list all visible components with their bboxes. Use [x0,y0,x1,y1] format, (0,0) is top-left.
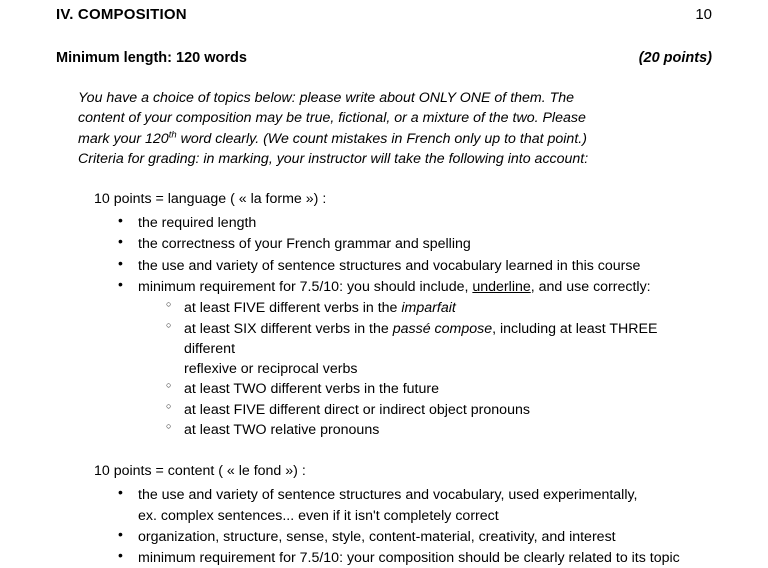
criteria-list-content [56,485,712,568]
instructions-line-2: content of your composition may be true, fictional, or a mixture of the two. Please [78,110,586,127]
sub-text: at least FIVE different verbs in the [184,300,402,317]
sub-text: at least FIVE different direct or indirect object pronouns [184,401,530,418]
minimum-length-row [56,50,712,66]
minimum-length-label: Minimum length: 120 words [56,50,247,66]
instructions-paragraph [78,88,684,169]
ordinal-suffix: th [168,128,177,140]
sub-text: at least TWO relative pronouns [184,422,380,439]
list-item: • the use and variety of sentence structures and vocabulary learned in this course [116,256,712,276]
sub-list-item [164,379,712,399]
sub-text-post: , including at least THREE different [184,320,658,357]
underline-keyword: underline [472,278,531,295]
page-title: IV. COMPOSITION [56,6,187,23]
list-item: • the required length [116,213,712,233]
criteria-list-language [56,213,712,440]
list-item: • the correctness of your French grammar and spelling [116,234,712,254]
instructions-line-1: You have a choice of topics below: please write about ONLY ONE of them. The [78,90,575,106]
instructions-line-3-a: mark your 120 [78,130,169,147]
sub-list-item [164,298,712,318]
sub-list-item [164,420,712,440]
requirement-sublist [138,298,712,440]
criteria-heading-language: 10 points = language ( « la forme ») : [94,191,327,208]
page-number: 10 [695,6,712,23]
list-item [116,277,712,440]
list-item: • organization, structure, sense, style, content-material, creativity, and interest [116,527,712,547]
sub-list-item [164,319,712,380]
instructions-line-3 [78,129,684,149]
sub-text-italic: imparfait [401,300,456,317]
sub-text-italic: passé compose [392,320,493,337]
sub-text: at least SIX different verbs in the [184,320,393,337]
minimum-requirement-post: , and use correctly: [530,278,651,295]
list-item-text: the use and variety of sentence structures and vocabulary, used experimentally, [138,487,638,504]
points-label: (20 points) [638,50,712,66]
sub-text: at least TWO different verbs in the future [184,381,439,398]
sub-list-item [164,400,712,420]
list-item-continuation: ex. complex sentences... even if it isn't completely correct [138,507,499,524]
criteria-heading-content: 10 points = content ( « le fond ») : [94,463,306,480]
minimum-requirement-pre: minimum requirement for 7.5/10: you should include, [138,278,473,295]
instructions-line-3-b: word clearly. (We count mistakes in French only up to that point.) [176,130,587,147]
list-item: • minimum requirement for 7.5/10: your composition should be clearly related to its topic [116,548,712,568]
instructions-line-4: Criteria for grading: in marking, your instructor will take the following into account: [78,150,589,167]
page-header [56,0,712,23]
sub-text-continuation: reflexive or reciprocal verbs [184,361,358,378]
